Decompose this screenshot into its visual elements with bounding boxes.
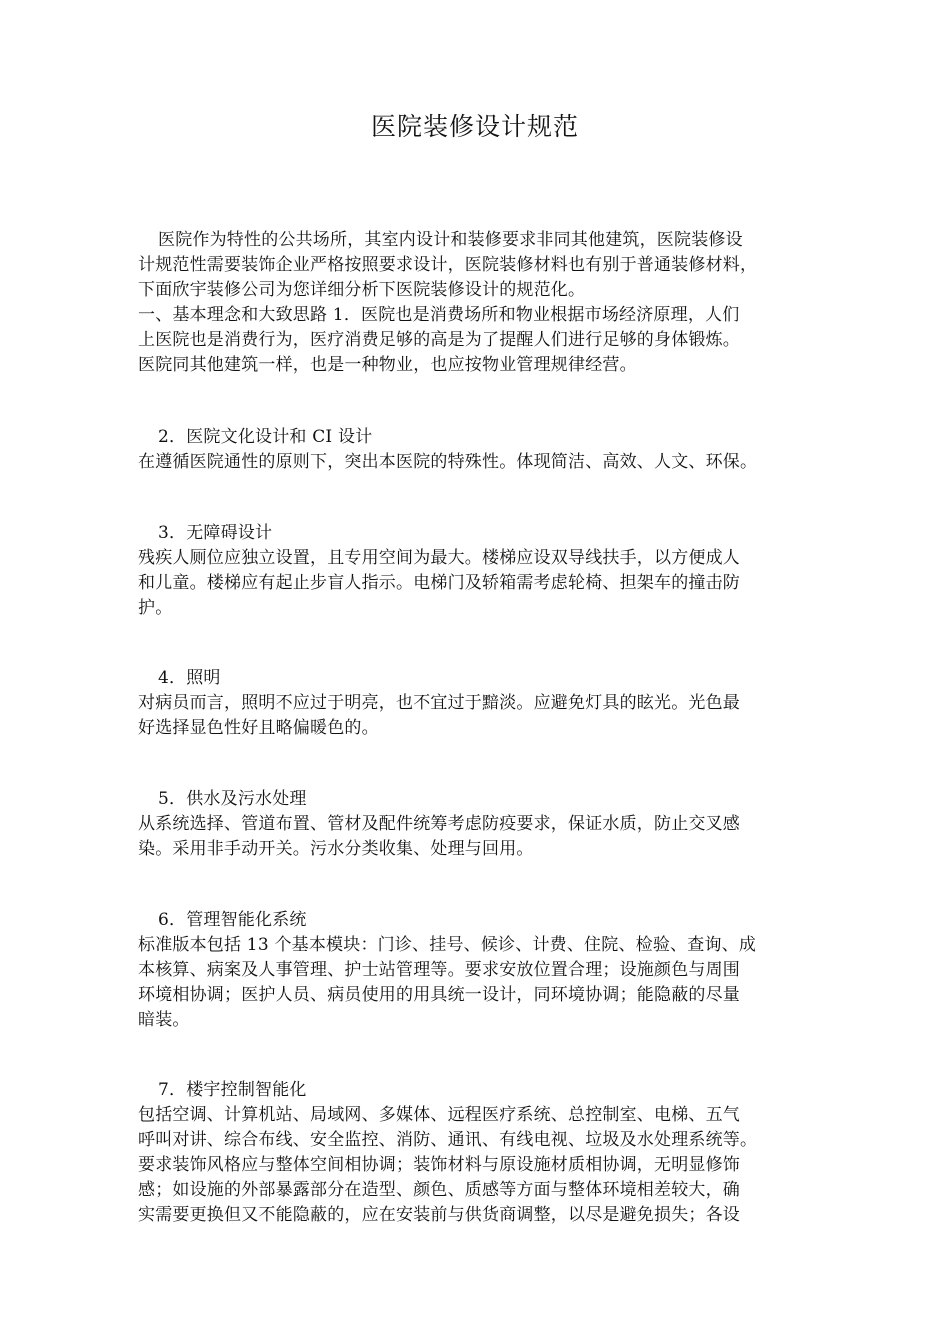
section-3-line-2: 和儿童。楼梯应有起止步盲人指示。电梯门及轿箱需考虑轮椅、担架车的撞击防 bbox=[138, 573, 740, 593]
section-7-heading: 7．楼宇控制智能化 bbox=[158, 1080, 307, 1100]
section-3-line-3: 护。 bbox=[138, 598, 173, 618]
section-3-line-1: 残疾人厕位应独立设置，且专用空间为最大。楼梯应设双导线扶手，以方便成人 bbox=[138, 548, 740, 568]
section-2-line-1: 在遵循医院通性的原则下，突出本医院的特殊性。体现简洁、高效、人文、环保。 bbox=[138, 452, 758, 472]
section-5-line-1: 从系统选择、管道布置、管材及配件统筹考虑防疫要求，保证水质，防止交叉感 bbox=[138, 814, 740, 834]
intro-line-3: 下面欣宇装修公司为您详细分析下医院装修设计的规范化。 bbox=[138, 280, 586, 300]
intro-line-6: 医院同其他建筑一样，也是一种物业，也应按物业管理规律经营。 bbox=[138, 355, 637, 375]
section-7-line-1: 包括空调、计算机站、局域网、多媒体、远程医疗系统、总控制室、电梯、五气 bbox=[138, 1105, 740, 1125]
section-4-line-1: 对病员而言，照明不应过于明亮，也不宜过于黯淡。应避免灯具的眩光。光色最 bbox=[138, 693, 740, 713]
section-7-line-5: 实需要更换但又不能隐蔽的，应在安装前与供货商调整，以尽是避免损失；各设 bbox=[138, 1205, 740, 1225]
section-3-heading: 3．无障碍设计 bbox=[158, 523, 273, 543]
section-7-line-4: 感；如设施的外部暴露部分在造型、颜色、质感等方面与整体环境相差较大，确 bbox=[138, 1180, 740, 1200]
section-4-line-2: 好选择显色性好且略偏暖色的。 bbox=[138, 718, 379, 738]
intro-line-4: 一、基本理念和大致思路 1．医院也是消费场所和物业根据市场经济原理，人们 bbox=[138, 305, 740, 325]
intro-line-5: 上医院也是消费行为，医疗消费足够的高是为了提醒人们进行足够的身体锻炼。 bbox=[138, 330, 740, 350]
intro-line-1: 医院作为特性的公共场所，其室内设计和装修要求非同其他建筑，医院装修设 bbox=[158, 230, 743, 250]
section-6-heading: 6．管理智能化系统 bbox=[158, 910, 307, 930]
section-6-line-4: 暗装。 bbox=[138, 1010, 190, 1030]
page-title: 医院装修设计规范 bbox=[370, 112, 579, 141]
section-7-line-2: 呼叫对讲、综合布线、安全监控、消防、通讯、有线电视、垃圾及水处理系统等。 bbox=[138, 1130, 758, 1150]
section-5-line-2: 染。采用非手动开关。污水分类收集、处理与回用。 bbox=[138, 839, 534, 859]
section-6-line-1: 标准版本包括 13 个基本模块：门诊、挂号、候诊、计费、住院、检验、查询、成 bbox=[138, 935, 757, 955]
section-2-heading: 2．医院文化设计和 CI 设计 bbox=[158, 427, 373, 447]
intro-line-2: 计规范性需要装饰企业严格按照要求设计，医院装修材料也有别于普通装修材料， bbox=[138, 255, 758, 275]
section-6-line-3: 环境相协调；医护人员、病员使用的用具统一设计，同环境协调；能隐蔽的尽量 bbox=[138, 985, 740, 1005]
section-7-line-3: 要求装饰风格应与整体空间相协调；装饰材料与原设施材质相协调，无明显修饰 bbox=[138, 1155, 740, 1175]
section-6-line-2: 本核算、病案及人事管理、护士站管理等。要求安放位置合理；设施颜色与周围 bbox=[138, 960, 740, 980]
section-4-heading: 4．照明 bbox=[158, 668, 221, 688]
section-5-heading: 5．供水及污水处理 bbox=[158, 789, 307, 809]
